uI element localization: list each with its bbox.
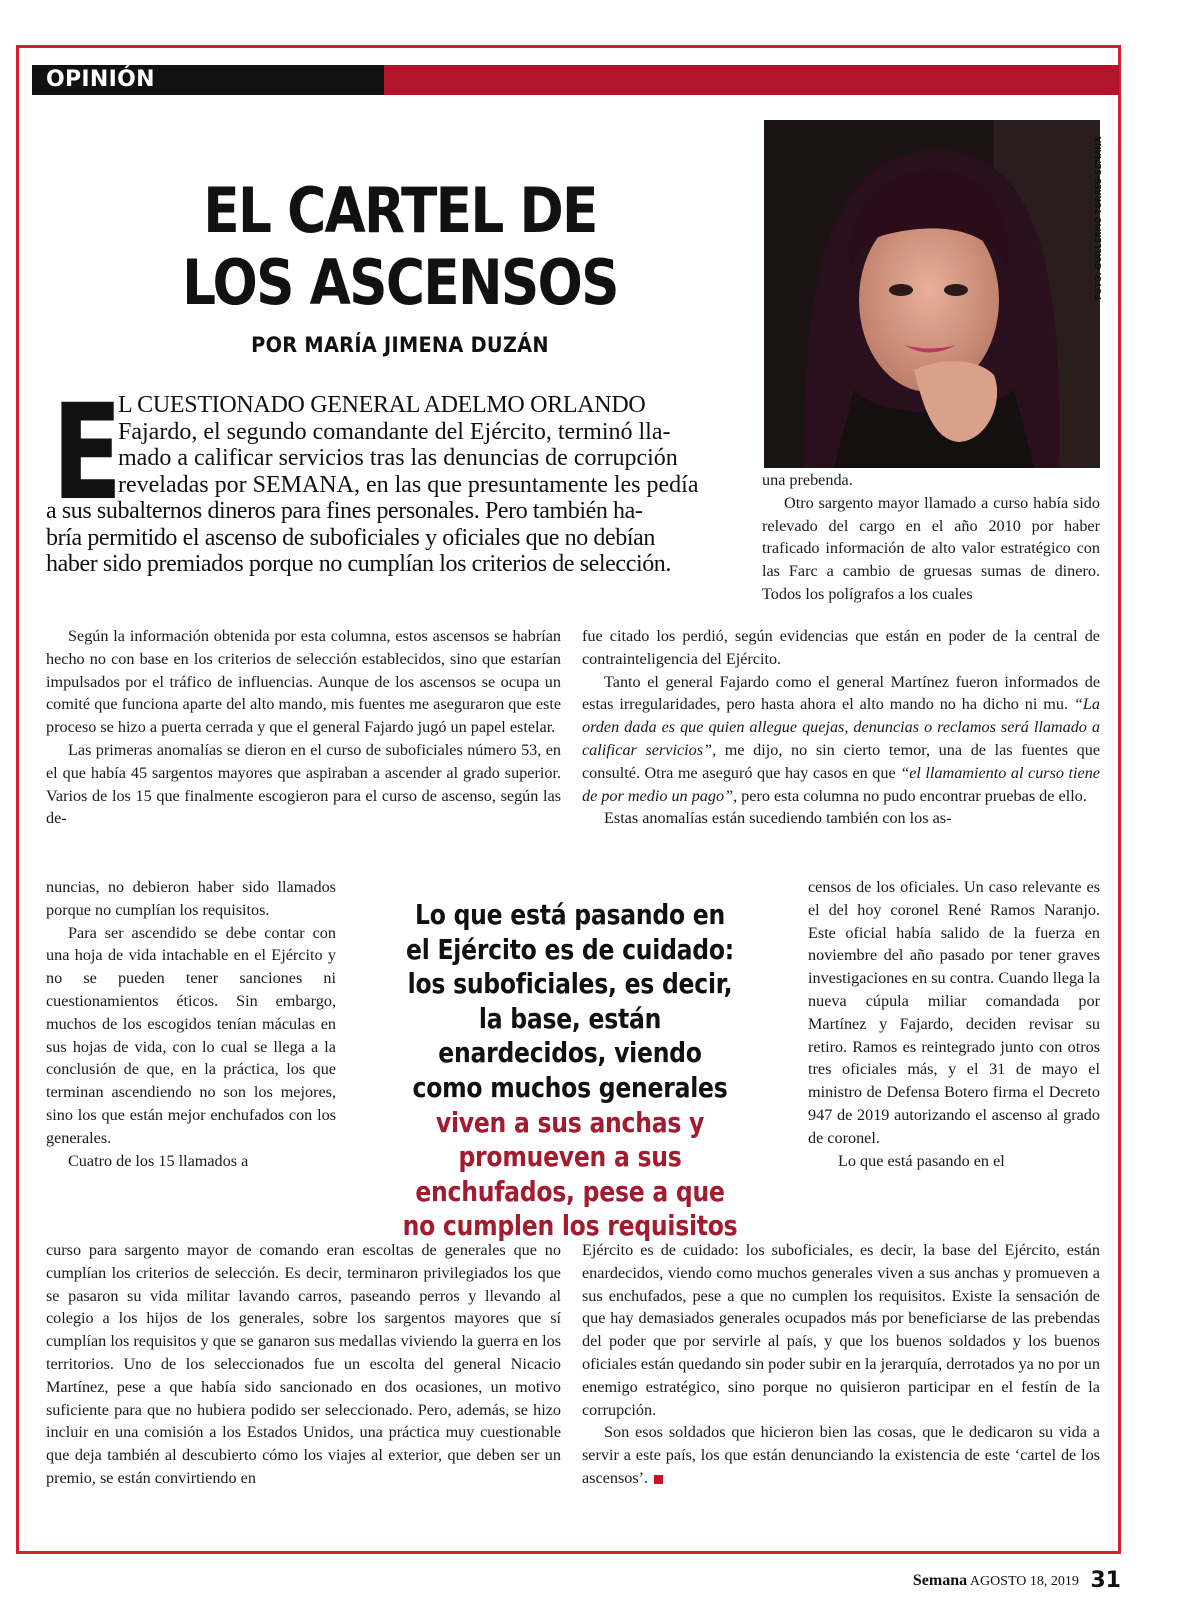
headline-line-1: EL CARTEL DE	[203, 174, 597, 247]
lead-line-6: bría permitido el ascenso de suboficiales y oficiales que no debían	[46, 524, 655, 551]
paragraph: Estas anomalías están sucediendo también con los as-	[604, 809, 952, 828]
paragraph	[582, 1421, 1100, 1489]
paragraph	[582, 671, 1100, 808]
section-bar-red	[384, 65, 1119, 95]
author-portrait-image	[764, 120, 1100, 468]
quote: “La orden dada es que quien allegue quejas, denuncias o reclamos será llamado a calificar servicios”,	[582, 695, 1100, 759]
column-3	[808, 876, 1100, 1172]
drop-cap: E	[52, 376, 123, 530]
text-run: Son esos soldados que hicieron bien las cosas, que le dedicaron su vida a servir a este país, los que están denunciando la existencia de este ‘cartel de los ascensos’.	[582, 1423, 1100, 1487]
photo-credit: FOTO: GUILLERMO TORRES-SEMANA	[1094, 136, 1103, 300]
headline-line-2: LOS ASCENSOS	[182, 246, 618, 319]
author-photo	[764, 120, 1100, 468]
section-bar	[32, 65, 1119, 95]
headline	[108, 175, 693, 319]
paragraph: nuncias, no debieron haber sido llamados porque no cumplían los requisitos.	[46, 878, 336, 919]
paragraph: fue citado los perdió, según evidencias que están en poder de la central de contrainteligencia del Ejército.	[582, 627, 1100, 668]
lead-line-1: L CUESTIONADO GENERAL ADELMO ORLANDO	[118, 392, 646, 418]
paragraph: Cuatro de los 15 llamados a	[68, 1151, 249, 1170]
paragraph: censos de los oficiales. Un caso relevante es el del hoy coronel René Ramos Naranjo. Este oficial había salido de la fuerza en noviembre del año pasado por tener graves investigaciones en su contra. Cuando llega la nueva cúpula miliar comandada por Martínez y Fajardo, deciden revisar su retiro. Ramos es reintegrado junto con otros tres oficiales más, y el 31 de mayo el ministro de Defensa Botero firma el Decreto 947 de 2019 autorizando el ascenso al grado de coronel.	[808, 878, 1100, 1147]
lead-line-3: mado a calificar servicios tras las denuncias de corrupción	[118, 445, 678, 471]
paragraph: Según la información obtenida por esta columna, estos ascensos se habrían hecho no con base en los criterios de selección establecidos, sino que estarían impulsados por el tráfico de influencias. Aunque de los ascensos se ocupa un comité que funciona aparte del alto mando, mis fuentes me aseguraron que este proceso se hizo a puerta cerrada y que el general Fajardo jugó un papel estelar.	[46, 627, 561, 737]
section-label: OPINIÓN	[46, 67, 155, 92]
text-run: Tanto el general Fajardo como el general Martínez fueron informados de estas irregularidades, pero hasta ahora el alto mando no ha dicho ni mu.	[582, 672, 1100, 714]
pull-quote-red: viven a sus anchas y promueven a sus enchufados, pese a que no cumplen los requisitos	[402, 1105, 738, 1243]
paragraph: Otro sargento mayor llamado a curso había sido relevado del cargo en el año 2010 por haber traficado información de alto valor estratégico con las Farc a cambio de gruesas sumas de dinero. Todos los polígrafos a los cuales	[762, 493, 1100, 603]
footer-date: AGOSTO 18, 2019	[969, 1574, 1079, 1589]
quote: “el llamamiento al curso tiene de por medio un pago”	[582, 763, 1100, 805]
pull-quote	[402, 898, 738, 1244]
paragraph: Las primeras anomalías se dieron en el curso de suboficiales número 53, en el que había 45 sargentos mayores que aspiraban a ascender al grado superior. Varios de los 15 que finalmente escogieron para el curso de ascenso, según las de-	[46, 740, 561, 828]
column-2-bottom	[582, 1239, 1100, 1490]
column-1-narrow	[46, 876, 336, 1172]
paragraph: curso para sargento mayor de comando eran escoltas de generales que no cumplían los criterios de selección. Es decir, terminaron privilegiados los que se pasaron su vida militar lavando carros, paseando perros y llevando al colegio a los hijos de los generales, sobre los sargentos mayores que sí cumplían los requisitos y que se ganaron sus medallas viviendo la guerra en los territorios. Uno de los seleccionados fue un escolta del general Nicacio Martínez, pese a que había sido sancionado en dos ocasiones, un motivo suficiente para que no hubiera podido ser seleccionado. Pero, además, se hizo incluir en una comisión a los Estados Unidos, una práctica muy cuestionable que deja también al descubierto cómo los viajes al exterior, que deben ser un premio, se están convirtiendo en	[46, 1241, 561, 1487]
page-footer	[913, 1568, 1121, 1593]
column-right-top	[762, 469, 1100, 606]
end-mark-icon	[654, 1475, 663, 1484]
text-run: , pero esta columna no pudo encontrar pruebas de ello.	[733, 786, 1087, 805]
lead-line-2: Fajardo, el segundo comandante del Ejército, terminó lla-	[118, 418, 671, 445]
column-1-bottom	[46, 1239, 561, 1490]
paragraph: Para ser ascendido se debe contar con una hoja de vida intachable en el Ejército y no se pueden tener sanciones ni cuestionamientos éticos. Sin embargo, muchos de los escogidos tenían máculas en sus hojas de vida, con lo cual se llega a la conclusión de que, en la práctica, los que terminan ascendiendo no son los mejores, sino los que están mejor enchufados con los generales.	[46, 923, 336, 1147]
lead-paragraph	[118, 392, 718, 498]
lead-line-5: a sus subalternos dineros para fines personales. Pero también ha-	[46, 498, 643, 524]
footer-brand: Semana	[912, 1572, 968, 1589]
column-2-top	[582, 625, 1100, 830]
pull-quote-black: Lo que está pasando en el Ejército es de cuidado: los suboficiales, es decir, la base, están enardecidos, viendo como muchos generales	[406, 898, 734, 1104]
lead-line-4: reveladas por SEMANA, en las que presuntamente les pedía	[118, 471, 699, 498]
lead-line-7: haber sido premiados porque no cumplían los criterios de selección.	[46, 551, 672, 577]
column-1-top	[46, 625, 561, 830]
page-number: 31	[1090, 1568, 1121, 1593]
paragraph: Lo que está pasando en el	[838, 1151, 1005, 1170]
lead-paragraph-continued	[46, 498, 726, 578]
paragraph: Ejército es de cuidado: los suboficiales, es decir, la base del Ejército, están enardecidos, viendo como muchos generales viven a sus anchas y promueven a sus enchufados, pese a que no cumplen los requisitos. Existe la sensación de que hay demasiados generales ocupados más por beneficiarse de las prebendas del poder que por servirle al país, y que los buenos soldados y los buenos oficiales están quedando sin poder subir en la jerarquía, derrotados ya no por un enemigo estratégico, sino porque no quisieron participar en el festín de la corrupción.	[582, 1241, 1100, 1419]
paragraph: una prebenda.	[762, 471, 853, 489]
byline: POR MARÍA JIMENA DUZÁN	[251, 333, 549, 357]
text-run: me dijo, no sin cierto temor, una de las fuentes que consulté. Otra me aseguró que hay casos en que	[582, 740, 1101, 782]
